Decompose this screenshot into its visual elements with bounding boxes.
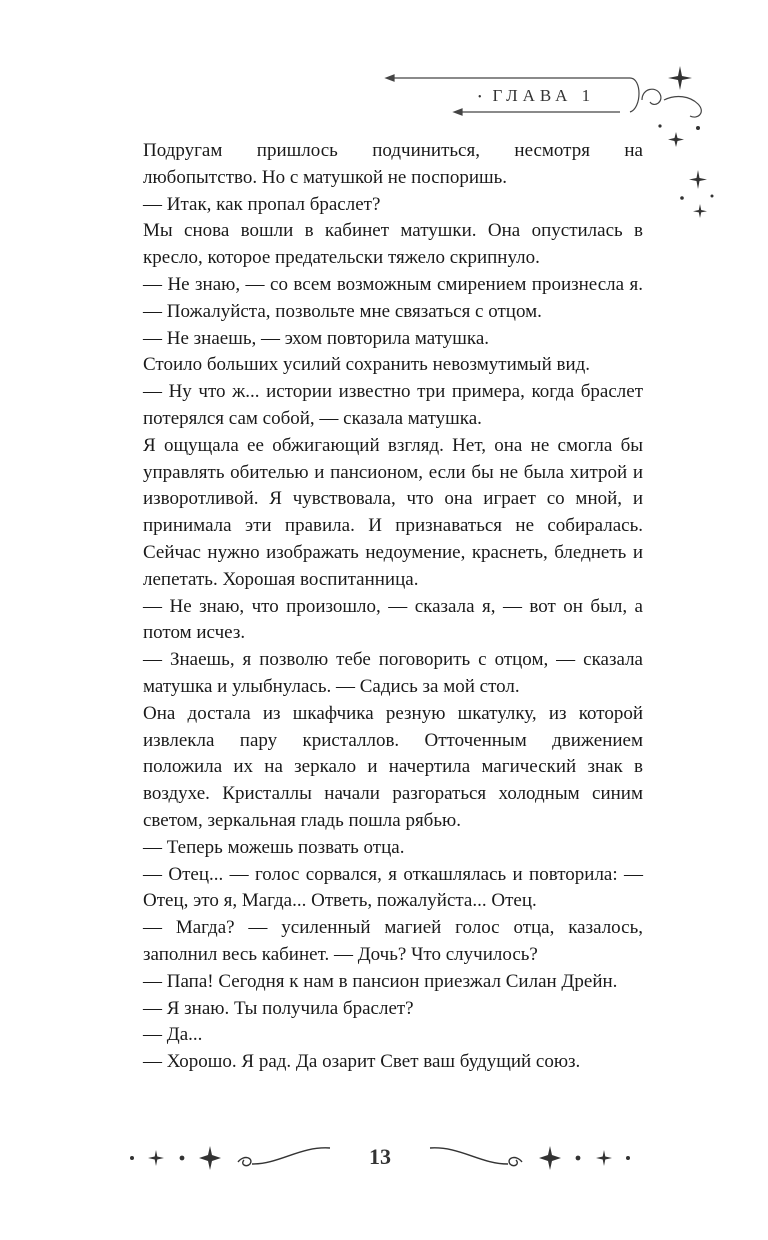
paragraph: — Теперь можешь позвать отца. [143, 836, 405, 858]
paragraph: — Папа! Сегодня к нам в пансион приезжал Силан Дрейн. [143, 970, 618, 992]
paragraph: — Итак, как пропал браслет? [143, 193, 381, 215]
paragraph: — Магда? — усиленный магией голос отца, казалось, заполнил весь кабинет. — Дочь? Что случилось? [143, 917, 643, 965]
star-ornament-icon [660, 160, 720, 230]
paragraph: Подругам пришлось подчиниться, несмотря на любопытство. Но с матушкой не поспоришь. [143, 140, 643, 188]
paragraph: — Отец... — голос сорвался, я откашлялась и повторила: — Отец, это я, Магда... Ответь, пожалуйста... Отец. [143, 863, 643, 912]
chapter-title: • ГЛАВА 1 [478, 86, 596, 105]
paragraph: — Не знаю, что произошло, — сказала я, — вот он был, а потом исчез. [143, 595, 643, 644]
paragraph: — Ну что ж... истории известно три примера, когда браслет потерялся сам собой, — сказала матушка. [143, 381, 643, 429]
chapter-header [380, 60, 720, 150]
body-text [143, 138, 643, 1076]
paragraph: Мы снова вошли в кабинет матушки. Она опустилась в кресло, которое предательски тяжело скрипнуло. [143, 220, 643, 269]
paragraph: — Я знаю. Ты получила браслет? [143, 997, 414, 1019]
paragraph: — Знаешь, я позволю тебе поговорить с отцом, — сказала матушка и улыбнулась. — Садись за мой стол. [143, 649, 643, 697]
paragraph: — Не знаю, — со всем возможным смирением произнесла я. — Пожалуйста, позвольте мне связаться с отцом. [143, 273, 643, 322]
paragraph: — Да... [143, 1024, 203, 1046]
paragraph: — Хорошо. Я рад. Да озарит Свет ваш будущий союз. [143, 1051, 581, 1073]
paragraph: Я ощущала ее обжигающий взгляд. Нет, она не смогла бы управлять обителью и пансионом, если бы не была хитрой и изворотливой. Я чувствовала, что она играет со мной, и принимала эти правила. И признаваться не собиралась. Сейчас нужно изображать недоумение, краснеть, бледнеть и лепетать. Хорошая воспитанница. [143, 434, 643, 590]
paragraph: Она достала из шкафчика резную шкатулку, из которой извлекла пару кристаллов. Отточенным движением положила их на зеркало и начертила магический знак в воздухе. Кристаллы начали разгораться холодным синим светом, зеркальная гладь пошла рябью. [143, 702, 643, 831]
page-footer [120, 1140, 640, 1180]
paragraph: — Не знаешь, — эхом повторила матушка. [143, 327, 490, 349]
paragraph: Стоило больших усилий сохранить невозмутимый вид. [143, 354, 591, 376]
page-number: 13 [369, 1144, 391, 1169]
